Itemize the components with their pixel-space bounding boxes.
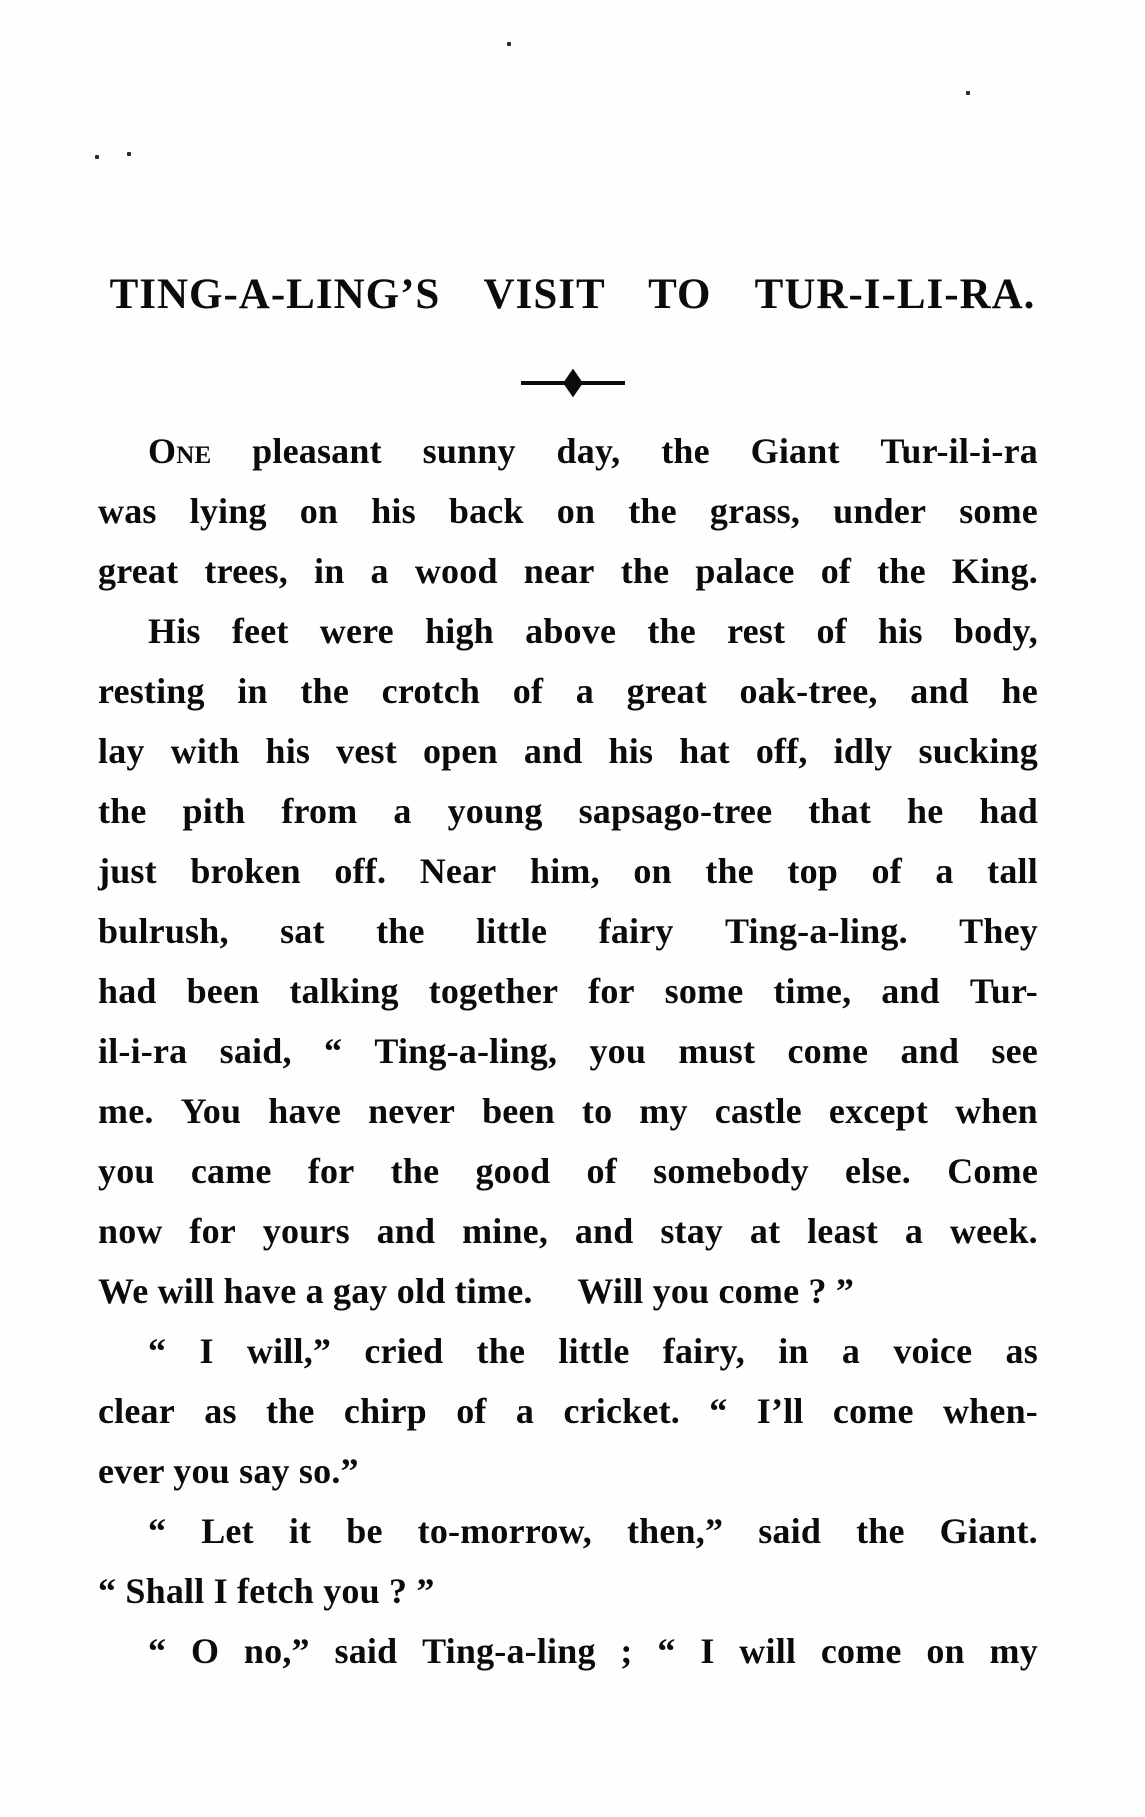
word: his	[371, 491, 416, 531]
word: on	[556, 491, 596, 531]
word: the	[647, 611, 696, 651]
word: a	[370, 551, 389, 591]
scan-speck	[95, 155, 99, 159]
word: crotch	[381, 671, 481, 711]
word: the	[98, 791, 147, 831]
word: to-morrow,	[417, 1511, 592, 1551]
word: least	[807, 1211, 879, 1251]
word: resting	[98, 671, 205, 711]
word: for	[307, 1151, 355, 1191]
word: il-i-ra	[98, 1031, 188, 1071]
word: said,	[219, 1031, 292, 1071]
word: cricket.	[563, 1391, 680, 1431]
text-line	[98, 481, 1038, 541]
word: Let	[201, 1511, 254, 1551]
word: and	[574, 1211, 634, 1251]
text-line	[98, 721, 1038, 781]
word: Ting-a-ling.	[724, 911, 908, 951]
word: sucking	[918, 731, 1038, 771]
word: the	[300, 671, 350, 711]
word: will	[739, 1631, 797, 1671]
word: that	[808, 791, 872, 831]
word: high	[425, 611, 494, 651]
text-line	[98, 1141, 1038, 1201]
chapter-title: TING-A-LING’S VISIT TO TUR-I-LI-RA.	[109, 271, 1036, 318]
word: good	[475, 1151, 551, 1191]
word: with	[170, 731, 240, 771]
paragraph	[98, 601, 1038, 1321]
word: been	[482, 1091, 555, 1131]
word: will,”	[246, 1331, 332, 1371]
word: I	[199, 1331, 214, 1371]
word: for	[189, 1211, 236, 1251]
word: as	[204, 1391, 237, 1431]
word: mine,	[462, 1211, 549, 1251]
word: Tur-	[969, 971, 1038, 1011]
word: and	[376, 1211, 436, 1251]
word: cried	[364, 1331, 444, 1371]
word: came	[190, 1151, 272, 1191]
word: fairy	[598, 911, 674, 951]
word: idly	[833, 731, 893, 771]
word: pleasant	[252, 431, 382, 471]
text-line	[98, 601, 1038, 661]
word: a	[393, 791, 412, 831]
word: I	[700, 1631, 715, 1671]
word: of	[820, 551, 852, 591]
word: come	[787, 1031, 869, 1071]
word: day,	[556, 431, 621, 471]
text-line	[98, 661, 1038, 721]
word: King.	[951, 551, 1038, 591]
word: at	[749, 1211, 781, 1251]
story-text	[98, 421, 1038, 1681]
word: week.	[949, 1211, 1038, 1251]
word: some	[959, 491, 1038, 531]
word: above	[525, 611, 617, 651]
word: sat	[280, 911, 325, 951]
word: had	[979, 791, 1038, 831]
word: see	[991, 1031, 1038, 1071]
word: “	[148, 1631, 167, 1671]
word: in	[314, 551, 345, 591]
word: the	[620, 551, 670, 591]
word: little	[476, 911, 548, 951]
word: off,	[755, 731, 808, 771]
word: a	[575, 671, 594, 711]
word: then,”	[626, 1511, 724, 1551]
word: and	[881, 971, 940, 1011]
word: a	[515, 1391, 535, 1431]
word: grass,	[709, 491, 801, 531]
text-line	[98, 781, 1038, 841]
word: great	[626, 671, 707, 711]
word: One	[148, 431, 212, 471]
text-line	[98, 901, 1038, 961]
word: for	[588, 971, 635, 1011]
word: Ting-a-ling	[422, 1631, 596, 1671]
word: his	[265, 731, 311, 771]
word: from	[281, 791, 358, 831]
scan-speck	[507, 42, 511, 46]
word: feet	[231, 611, 289, 651]
word: His	[148, 611, 201, 651]
text-line	[98, 1621, 1038, 1681]
word: in	[237, 671, 268, 711]
word: have	[268, 1091, 342, 1131]
word: and	[900, 1031, 960, 1071]
text-line: We will have a gay old time. Will you come ? ”	[98, 1271, 855, 1311]
word: young	[447, 791, 543, 831]
word: must	[678, 1031, 756, 1071]
word: I’ll	[756, 1391, 804, 1431]
word: just	[98, 851, 157, 891]
paragraph	[98, 1321, 1038, 1501]
word: of	[456, 1391, 487, 1431]
word: “	[709, 1391, 728, 1431]
word: They	[959, 911, 1038, 951]
text-line	[98, 541, 1038, 601]
text-line	[98, 1081, 1038, 1141]
word: come	[832, 1391, 914, 1431]
word: Giant.	[939, 1511, 1038, 1551]
word: he	[1001, 671, 1038, 711]
word: when-	[942, 1391, 1038, 1431]
scan-speck	[966, 91, 970, 95]
word: him,	[530, 851, 600, 891]
text-line	[98, 961, 1038, 1021]
word: on	[299, 491, 339, 531]
word: O	[190, 1631, 220, 1671]
word: near	[523, 551, 595, 591]
word: somebody	[653, 1151, 809, 1191]
paragraph	[98, 421, 1038, 601]
word: the	[265, 1391, 315, 1431]
word: come	[820, 1631, 902, 1671]
word: open	[422, 731, 498, 771]
word: wood	[414, 551, 498, 591]
word: the	[661, 431, 710, 471]
word: top	[787, 851, 838, 891]
word: Ting-a-ling,	[374, 1031, 558, 1071]
word: trees,	[204, 551, 288, 591]
word: now	[98, 1211, 163, 1251]
word: be	[346, 1511, 383, 1551]
word: Come	[947, 1151, 1038, 1191]
word: said	[334, 1631, 398, 1671]
text-line: ever you say so.”	[98, 1451, 359, 1491]
word: You	[180, 1091, 242, 1131]
text-line: “ Shall I fetch you ? ”	[98, 1571, 435, 1611]
word: of	[816, 611, 847, 651]
word: of	[871, 851, 902, 891]
word: you	[589, 1031, 647, 1071]
word: chirp	[343, 1391, 427, 1431]
word: under	[833, 491, 927, 531]
word: he	[906, 791, 944, 831]
word: lying	[189, 491, 267, 531]
word: his	[878, 611, 923, 651]
word: clear	[98, 1391, 175, 1431]
word: sapsago-tree	[578, 791, 773, 831]
word: were	[319, 611, 394, 651]
word: Giant	[750, 431, 840, 471]
word: little	[558, 1331, 630, 1371]
word: tall	[987, 851, 1038, 891]
word: “	[657, 1631, 676, 1671]
word: together	[428, 971, 559, 1011]
word: had	[98, 971, 157, 1011]
section-divider	[521, 372, 625, 394]
paragraph	[98, 1621, 1038, 1681]
word: the	[856, 1511, 905, 1551]
word: was	[98, 491, 157, 531]
word: else.	[845, 1151, 911, 1191]
word: pith	[182, 791, 246, 831]
word: the	[877, 551, 926, 591]
word: “	[148, 1331, 167, 1371]
paragraph	[98, 1501, 1038, 1621]
text-line	[98, 421, 1038, 481]
word: of	[586, 1151, 617, 1191]
word: voice	[893, 1331, 973, 1371]
text-line	[98, 1501, 1038, 1561]
word: Near	[419, 851, 497, 891]
word: castle	[714, 1091, 802, 1131]
word: lay	[98, 731, 145, 771]
word: broken	[190, 851, 301, 891]
text-line	[98, 841, 1038, 901]
word: in	[778, 1331, 809, 1371]
word: back	[448, 491, 524, 531]
word: talking	[289, 971, 399, 1011]
word: oak-tree,	[739, 671, 878, 711]
word: and	[523, 731, 583, 771]
word: a	[935, 851, 954, 891]
word: on	[633, 851, 672, 891]
word: great	[98, 551, 179, 591]
divider-diamond-icon	[563, 369, 583, 398]
word: some	[664, 971, 744, 1011]
word: the	[628, 491, 677, 531]
word: you	[98, 1151, 155, 1191]
text-line	[98, 1381, 1038, 1441]
word: no,”	[243, 1631, 310, 1671]
word: sunny	[422, 431, 516, 471]
word: his	[608, 731, 654, 771]
word: my	[639, 1091, 688, 1131]
word: off.	[334, 851, 387, 891]
text-line	[98, 1321, 1038, 1381]
word: when	[955, 1091, 1038, 1131]
word: of	[512, 671, 544, 711]
word: and	[910, 671, 969, 711]
word: my	[989, 1631, 1038, 1671]
word: the	[390, 1151, 440, 1191]
word: the	[705, 851, 754, 891]
word: “	[323, 1031, 343, 1071]
word: yours	[262, 1211, 350, 1251]
word: vest	[336, 731, 397, 771]
text-line	[98, 1201, 1038, 1261]
scan-speck	[127, 152, 131, 156]
word: bulrush,	[98, 911, 229, 951]
word: hat	[679, 731, 730, 771]
word: as	[1005, 1331, 1038, 1371]
word: it	[288, 1511, 312, 1551]
word: the	[376, 911, 425, 951]
word: body,	[953, 611, 1038, 651]
word: except	[828, 1091, 929, 1131]
word: said	[758, 1511, 822, 1551]
word: rest	[727, 611, 786, 651]
word: time,	[773, 971, 852, 1011]
word: on	[926, 1631, 965, 1671]
word: the	[476, 1331, 526, 1371]
word: “	[148, 1511, 167, 1551]
word: ;	[620, 1631, 633, 1671]
word: fairy,	[662, 1331, 745, 1371]
word: to	[581, 1091, 613, 1131]
word: been	[186, 971, 260, 1011]
word: a	[841, 1331, 861, 1371]
word: Tur-il-i-ra	[880, 431, 1038, 471]
word: stay	[660, 1211, 724, 1251]
word: a	[904, 1211, 924, 1251]
word: never	[368, 1091, 456, 1131]
text-line	[98, 1021, 1038, 1081]
word: palace	[695, 551, 795, 591]
word: me.	[98, 1091, 154, 1131]
